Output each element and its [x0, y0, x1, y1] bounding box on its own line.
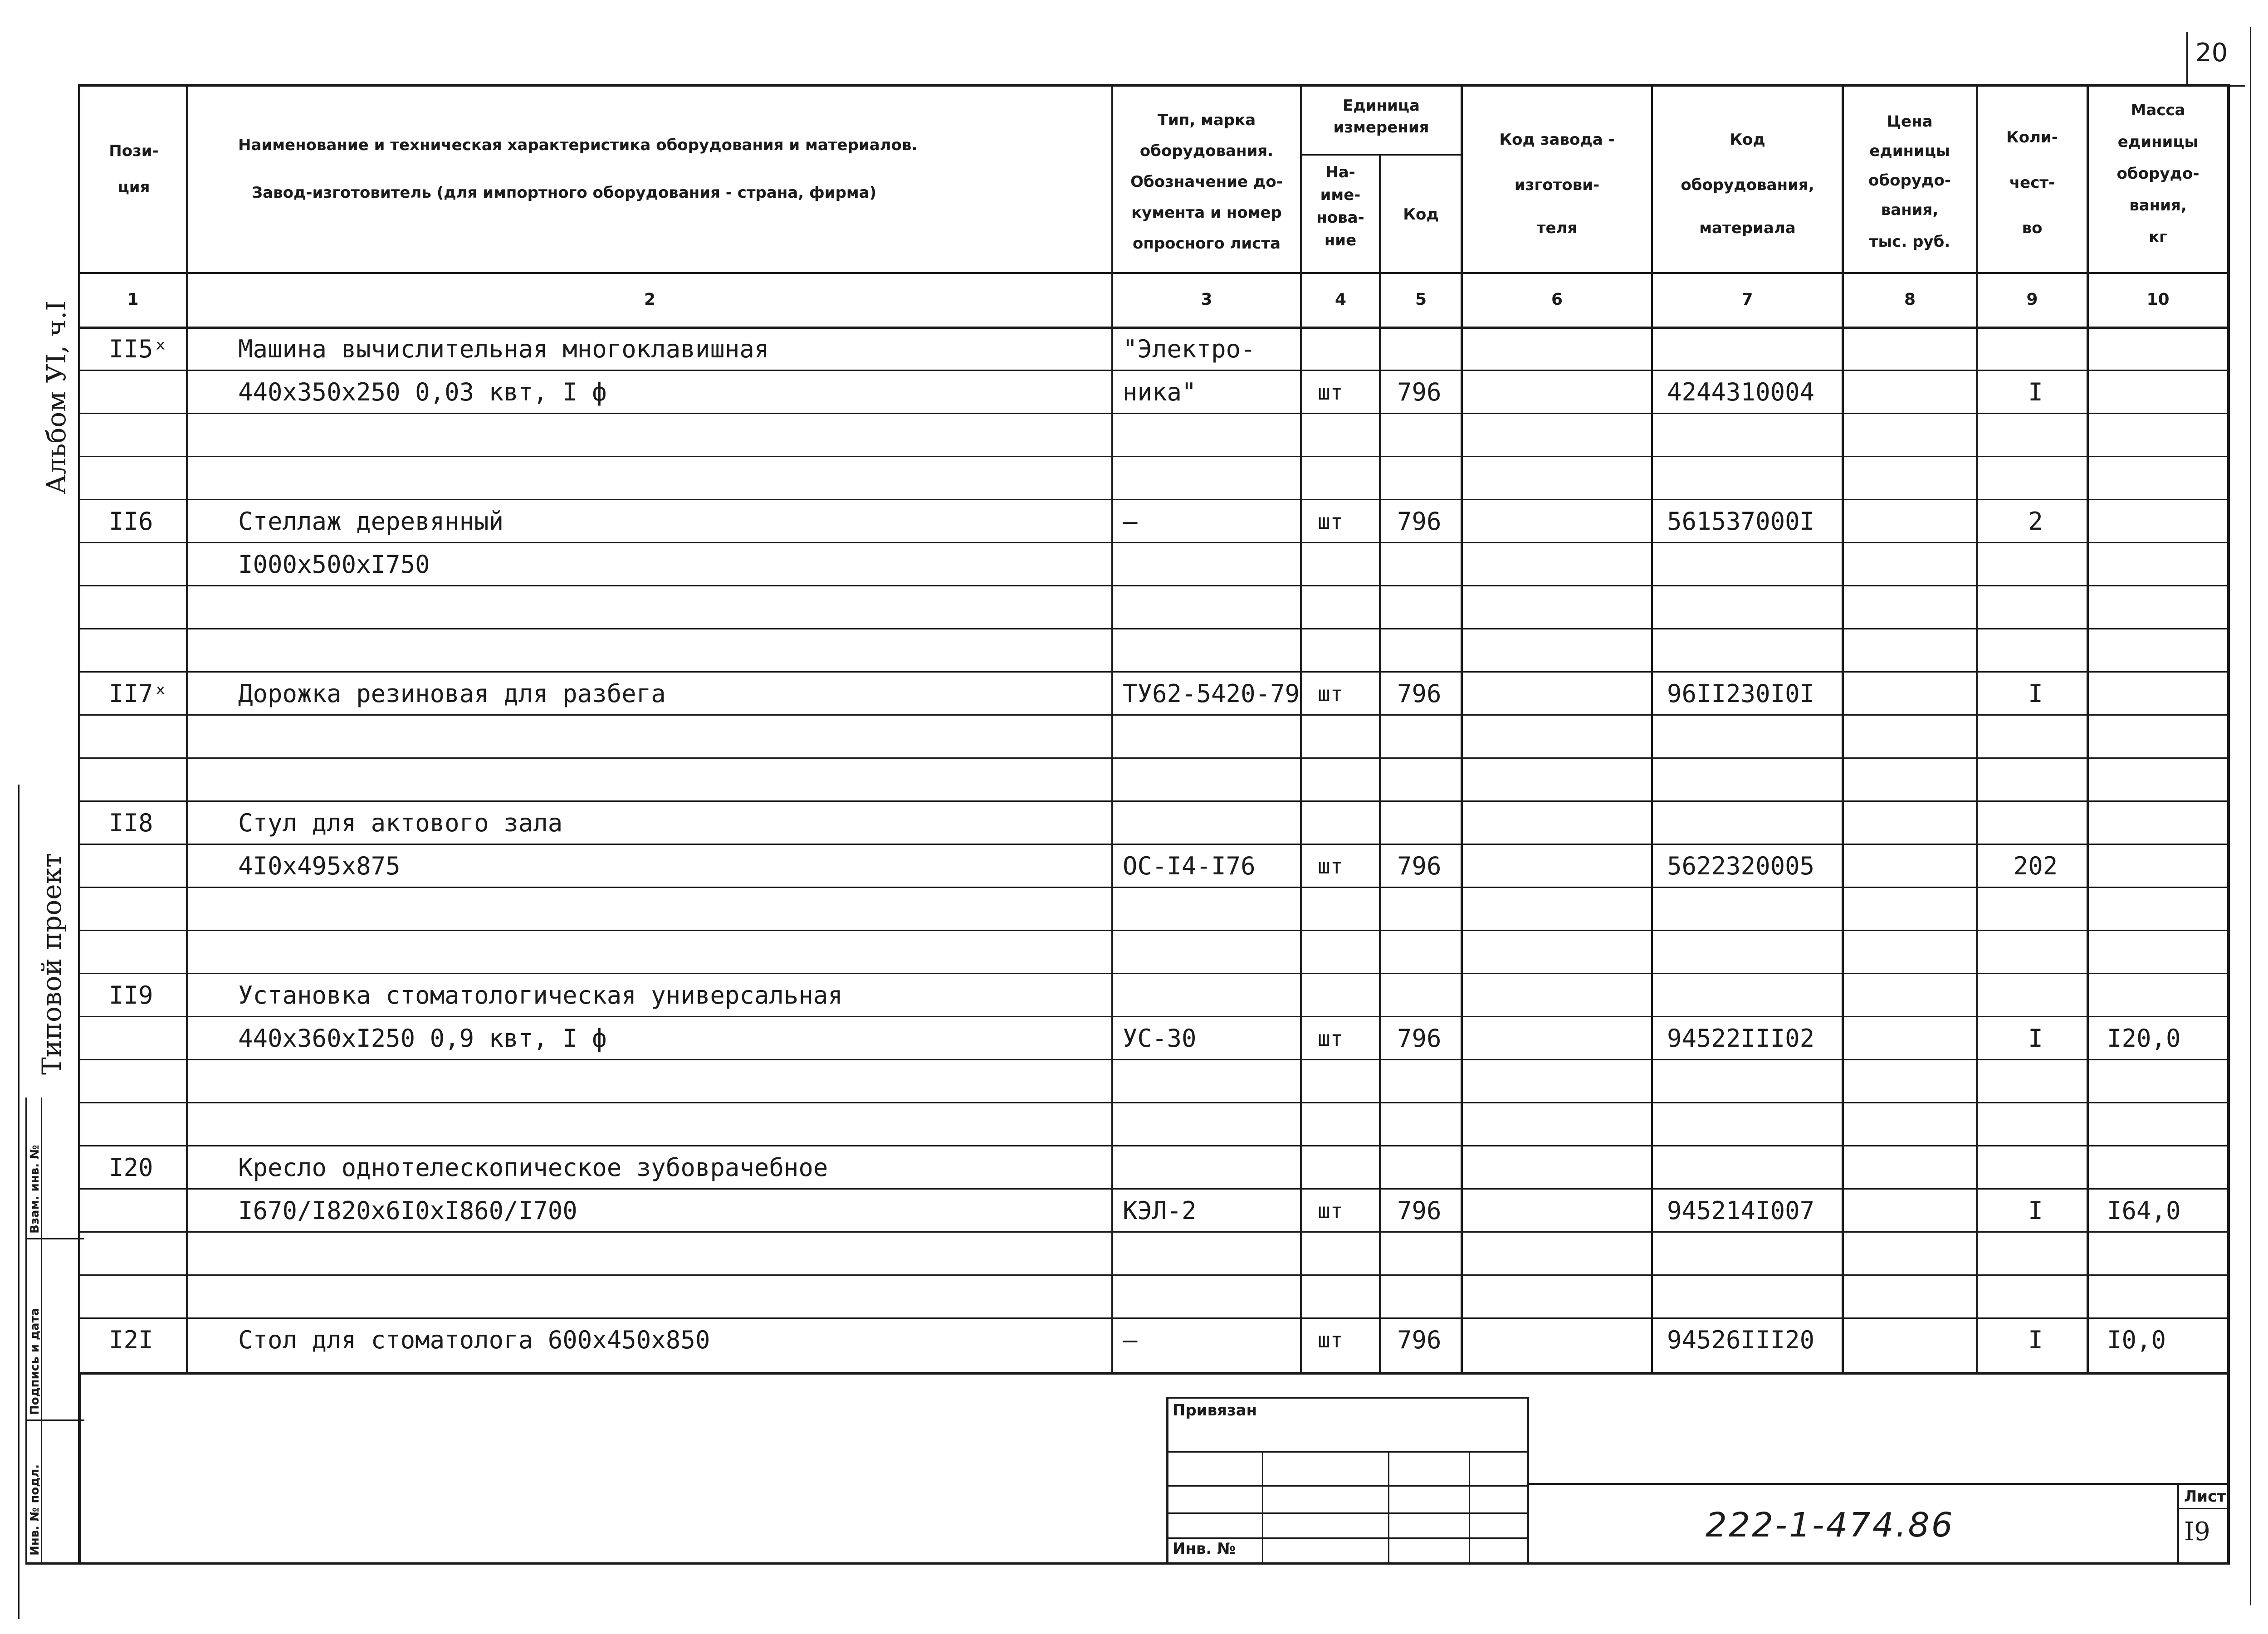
row-position: II9 [109, 981, 153, 1010]
row-quantity: I [2028, 1196, 2043, 1225]
sheet-number: I9 [2184, 1517, 2210, 1546]
hdr-equip-2: оборудования, [1681, 176, 1814, 194]
row-equipment-code: 94522III02 [1667, 1024, 1815, 1053]
hdr-type-3: Обозначение до- [1130, 173, 1283, 191]
row-item-name: Машина вычислительная многоклавишная [238, 335, 769, 363]
row-unit: шт [1318, 854, 1343, 878]
hdr-equip-1: Код [1730, 131, 1765, 149]
hdr-price-5: тыс. руб. [1869, 233, 1950, 251]
row-type: ника" [1123, 378, 1197, 406]
colnum-4: 4 [1334, 290, 1347, 309]
row-item-name: I670/I820x6I0xI860/I700 [238, 1196, 577, 1225]
row-quantity: I [2028, 679, 2043, 708]
row-position: II7ˣ [109, 679, 168, 708]
hdr-type-4: кумента и номер [1131, 204, 1282, 222]
hdr-price-2: единицы [1869, 142, 1950, 160]
hdr-equip-3: материала [1699, 219, 1796, 237]
hdr-price-1: Цена [1887, 112, 1933, 131]
row-position: II8 [109, 809, 153, 837]
row-item-name: 4I0x495x875 [238, 852, 401, 880]
colnum-2: 2 [644, 290, 656, 309]
hdr-unitname-1: На- [1325, 163, 1355, 181]
row-unit-code: 796 [1397, 1326, 1442, 1354]
row-unit-code: 796 [1397, 852, 1442, 880]
row-item-name: Кресло однотелескопическое зубоврачебное [238, 1153, 828, 1182]
hdr-type-2: оборудования. [1139, 142, 1274, 160]
hdr-type-5: опросного листа [1132, 234, 1281, 253]
row-item-name: Стол для стоматолога 600x450x850 [238, 1326, 710, 1354]
row-type: КЭЛ-2 [1123, 1196, 1197, 1225]
row-item-name: 440x360xI250 0,9 квт, I ф [238, 1024, 607, 1053]
hdr-unit-1: Единица [1343, 97, 1420, 115]
sheet-label: Лист [2184, 1488, 2226, 1506]
project-caption: Типовой проект [36, 853, 67, 1075]
hdr-unitname-4: ние [1324, 231, 1357, 249]
document-code: 222-1-474.86 [1706, 1506, 1955, 1545]
hdr-mass-5: кг [2149, 228, 2167, 246]
row-unit-code: 796 [1397, 1024, 1442, 1053]
row-position: II5ˣ [109, 335, 168, 363]
inv-label: Инв. № [1173, 1540, 1236, 1558]
colnum-6: 6 [1551, 290, 1563, 309]
colnum-10: 10 [2146, 290, 2170, 309]
row-type: – [1123, 1326, 1138, 1354]
hdr-pos-1: Пози- [109, 142, 159, 160]
row-position: I2I [109, 1326, 153, 1354]
row-unit: шт [1318, 380, 1343, 405]
row-type: – [1123, 507, 1138, 536]
stamp-vzam: Взам. инв. № [28, 1145, 42, 1234]
row-equipment-code: 96II230I0I [1667, 679, 1815, 708]
stamp-podpis: Подпись и дата [28, 1307, 42, 1415]
hdr-name-2: Завод-изготовитель (для импортного оборудования - страна, фирма) [252, 184, 877, 202]
row-type: ТУ62-5420-79 [1123, 679, 1300, 708]
row-quantity: 202 [2013, 852, 2058, 880]
hdr-price-3: оборудо- [1868, 171, 1951, 190]
row-position: I20 [109, 1153, 153, 1182]
row-unit: шт [1318, 1199, 1343, 1223]
row-unit-code: 796 [1397, 679, 1442, 708]
row-item-name: Установка стоматологическая универсальная [238, 981, 843, 1010]
hdr-type-1: Тип, марка [1157, 111, 1256, 129]
row-equipment-code: 94526III20 [1667, 1326, 1815, 1354]
row-equipment-code: 4244310004 [1667, 378, 1815, 406]
row-type: УС-30 [1123, 1024, 1197, 1053]
row-type: ОС-I4-I76 [1123, 852, 1256, 880]
colnum-9: 9 [2026, 290, 2038, 309]
colnum-7: 7 [1741, 290, 1753, 309]
hdr-factory-2: изготови- [1514, 176, 1600, 194]
row-quantity: I [2028, 1326, 2043, 1354]
hdr-unitname-2: име- [1320, 186, 1361, 204]
colnum-3: 3 [1201, 290, 1212, 309]
row-equipment-code: 5622320005 [1667, 852, 1815, 880]
hdr-factory-1: Код завода - [1499, 131, 1615, 149]
hdr-unitname-3: нова- [1316, 209, 1364, 227]
row-equipment-code: 945214I007 [1667, 1196, 1815, 1225]
hdr-factory-3: теля [1536, 219, 1578, 237]
row-mass: I0,0 [2107, 1326, 2166, 1354]
hdr-qty-3: во [2022, 219, 2043, 237]
hdr-price-4: вания, [1881, 201, 1939, 219]
hdr-mass-1: Масса [2131, 101, 2185, 119]
row-unit: шт [1318, 682, 1343, 706]
stamp-inv: Инв. № подл. [28, 1464, 42, 1556]
privyazan-label: Привязан [1173, 1401, 1257, 1419]
row-quantity: I [2028, 1024, 2043, 1053]
row-unit: шт [1318, 509, 1343, 534]
row-position: II6 [109, 507, 153, 536]
row-unit: шт [1318, 1328, 1343, 1352]
hdr-mass-2: единицы [2117, 133, 2199, 151]
row-unit: шт [1318, 1026, 1343, 1051]
row-quantity: 2 [2028, 507, 2043, 536]
row-item-name: Стул для актового зала [238, 809, 563, 837]
hdr-unitcode: Код [1403, 205, 1439, 224]
row-unit-code: 796 [1397, 378, 1442, 406]
row-mass: I20,0 [2107, 1024, 2181, 1053]
hdr-qty-2: чест- [2009, 174, 2055, 192]
hdr-unit-2: измерения [1333, 118, 1429, 137]
hdr-pos-2: ция [117, 178, 150, 196]
row-type: "Электро- [1123, 335, 1256, 363]
row-unit-code: 796 [1397, 507, 1442, 536]
colnum-8: 8 [1904, 290, 1916, 309]
colnum-1: 1 [127, 290, 139, 309]
row-unit-code: 796 [1397, 1196, 1442, 1225]
row-item-name: Стеллаж деревянный [238, 507, 504, 536]
colnum-5: 5 [1415, 290, 1427, 309]
page-number: 20 [2195, 38, 2228, 68]
row-quantity: I [2028, 378, 2043, 406]
hdr-name-1: Наименование и техническая характеристика оборудования и материалов. [238, 136, 918, 154]
row-mass: I64,0 [2107, 1196, 2181, 1225]
hdr-qty-1: Коли- [2006, 128, 2058, 146]
row-item-name: Дорожка резиновая для разбега [238, 679, 666, 708]
hdr-mass-4: вания, [2129, 196, 2187, 215]
album-caption: Альбом УI, ч.I [41, 300, 72, 494]
hdr-mass-3: оборудо- [2116, 165, 2200, 183]
row-item-name: I000x500xI750 [238, 550, 430, 579]
row-item-name: 440x350x250 0,03 квт, I ф [238, 378, 607, 406]
row-equipment-code: 561537000I [1667, 507, 1815, 536]
